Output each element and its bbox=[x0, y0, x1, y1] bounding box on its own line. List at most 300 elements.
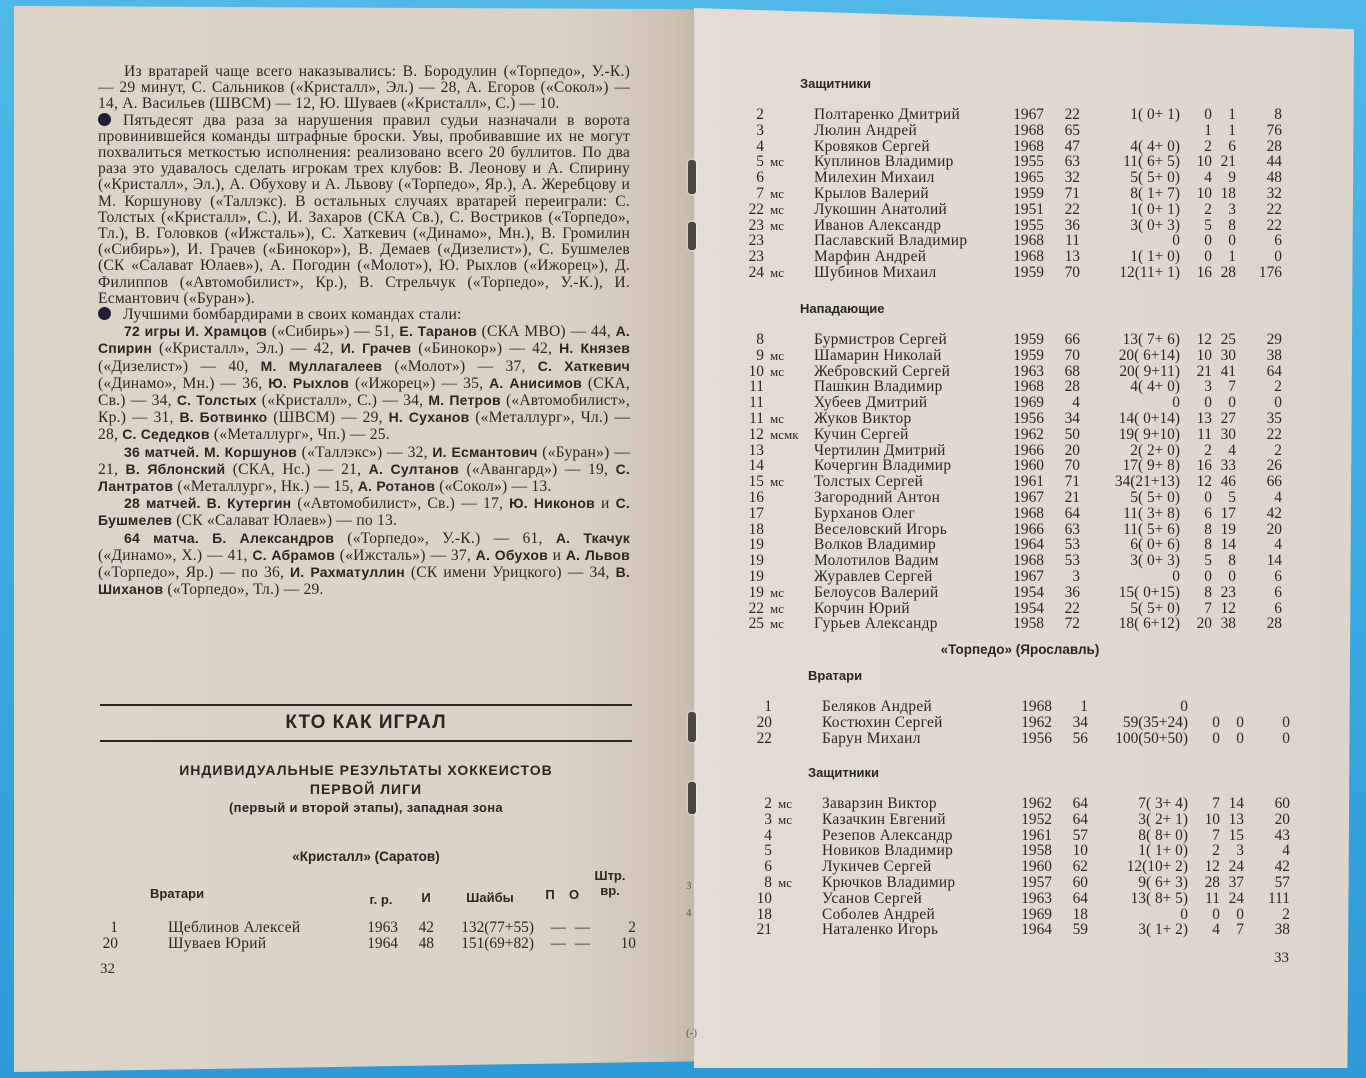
player-title: мс bbox=[778, 811, 792, 827]
goals-against: 100(50+50) bbox=[1115, 729, 1188, 747]
plus-value: 28 bbox=[1204, 873, 1220, 891]
games-played: 53 bbox=[1064, 552, 1080, 570]
birth-year: 1956 bbox=[1013, 409, 1044, 427]
minus-value: 17 bbox=[1220, 504, 1236, 522]
table-row bbox=[738, 107, 1282, 123]
player-number: 17 bbox=[748, 504, 764, 522]
goals-against: 1( 0+ 1) bbox=[1130, 200, 1180, 218]
table-row bbox=[738, 249, 1282, 265]
goals-against: 17( 9+ 8) bbox=[1122, 457, 1180, 475]
games-played: 68 bbox=[1064, 362, 1080, 380]
plus-value: 2 bbox=[1204, 200, 1212, 218]
table-row bbox=[738, 601, 1282, 617]
player-number: 16 bbox=[748, 488, 764, 506]
player-name-bold: С. Седедков bbox=[122, 426, 210, 443]
player-name: Паславский Владимир bbox=[814, 232, 968, 250]
penalty-minutes: 64 bbox=[1266, 362, 1282, 380]
plus-value: 12 bbox=[1196, 331, 1212, 348]
penalty-minutes: 111 bbox=[1268, 889, 1290, 907]
player-name: Резепов Александр bbox=[822, 826, 953, 844]
table-row bbox=[738, 233, 1282, 249]
penalty-minutes: 2 bbox=[1274, 378, 1282, 396]
player-name: Крылов Валерий bbox=[814, 184, 929, 202]
staple-bottom bbox=[688, 782, 696, 814]
player-name-bold: С. Абрамов bbox=[252, 546, 336, 563]
table-row bbox=[738, 265, 1282, 281]
birth-year: 1956 bbox=[1021, 729, 1052, 747]
penalty-minutes: 0 bbox=[1282, 729, 1290, 747]
penalty-minutes: 6 bbox=[1274, 599, 1282, 617]
penalty-minutes: 26 bbox=[1266, 457, 1282, 475]
table-row bbox=[738, 443, 1282, 459]
birth-year: 1960 bbox=[1013, 457, 1044, 475]
player-number: 11 bbox=[749, 394, 764, 412]
games-played: 50 bbox=[1064, 425, 1080, 443]
table-row bbox=[746, 907, 1290, 923]
player-name-bold: М. Петров bbox=[428, 392, 501, 409]
player-name: Заварзин Виктор bbox=[822, 795, 937, 812]
plus-value: 12 bbox=[1204, 858, 1220, 876]
table-row bbox=[738, 139, 1282, 155]
player-title bbox=[772, 922, 822, 938]
player-name-bold: В. Яблонский bbox=[125, 460, 226, 477]
penalty-minutes: 4 bbox=[1274, 536, 1282, 554]
penalty-minutes: 176 bbox=[1258, 263, 1282, 281]
games-played: 22 bbox=[1064, 599, 1080, 617]
text-run: Из вратарей чаще всего наказывались: В. Бородулин («Торпедо», У.-К.) — 29 минут, С. Сальников («Кристалл», Эл.) — 28, А. Егоров («Сокол») — 14, А. Васильев (ШВСМ) — 12, Ю. Шуваев («Кристалл», С.) — 10. bbox=[98, 63, 630, 113]
goals-against: 59(35+24) bbox=[1122, 713, 1188, 731]
gutter-mark-2: 4 bbox=[686, 907, 692, 919]
penalty-minutes: 2 bbox=[1282, 905, 1290, 923]
birth-year: 1959 bbox=[1013, 184, 1044, 202]
games-played: 71 bbox=[1064, 473, 1080, 491]
player-name-bold: Ю. Рыхлов bbox=[268, 374, 350, 391]
player-title bbox=[764, 123, 814, 139]
player-name: Барун Михаил bbox=[822, 729, 921, 747]
text-run: («Молот») — 37, bbox=[382, 357, 538, 375]
goals-against: 3( 0+ 3) bbox=[1130, 216, 1180, 234]
player-title: мс bbox=[778, 874, 792, 890]
text-run: («Автомобилист», Кр.) — 31, bbox=[98, 392, 630, 427]
article-text bbox=[98, 64, 630, 599]
goals-against: 11( 5+ 6) bbox=[1123, 520, 1180, 538]
goals-against: 14( 0+14) bbox=[1118, 409, 1180, 427]
player-name: Пашкин Владимир bbox=[814, 378, 943, 396]
player-number: 2 bbox=[756, 106, 764, 123]
plus-value: 0 bbox=[1204, 567, 1212, 585]
player-title: мс bbox=[770, 616, 784, 632]
penalty-minutes: 14 bbox=[1266, 552, 1282, 570]
player-number: 10 bbox=[756, 889, 772, 907]
subtitle-line3: (первый и второй этапы), западная зона bbox=[229, 800, 503, 815]
article-paragraph bbox=[98, 64, 630, 113]
goals-against: 13( 8+ 5) bbox=[1130, 889, 1188, 907]
birth-year: 1968 bbox=[1013, 504, 1044, 522]
table-row bbox=[738, 154, 1282, 170]
player-name-bold: М. Муллагалеев bbox=[260, 357, 383, 374]
plus-value: 0 bbox=[1204, 232, 1212, 250]
plus-value: 5 bbox=[1204, 552, 1212, 570]
player-name-bold: А. Спирин bbox=[98, 323, 630, 357]
text-run: («Бинокор») — 42, bbox=[411, 340, 560, 358]
plus-value: 13 bbox=[1196, 409, 1212, 427]
games-played: 13 bbox=[1064, 248, 1080, 266]
player-title bbox=[772, 859, 822, 875]
games-played: 70 bbox=[1064, 457, 1080, 475]
player-title: мс bbox=[770, 347, 784, 363]
bullet-icon bbox=[98, 307, 111, 320]
player-title bbox=[764, 395, 814, 411]
games-played: 63 bbox=[1064, 153, 1080, 171]
player-number: 18 bbox=[756, 905, 772, 923]
player-name: Крючков Владимир bbox=[822, 873, 956, 891]
plus-value: 20 bbox=[1196, 615, 1212, 633]
col-pim-line2: вр. bbox=[600, 883, 620, 898]
penalty-minutes: 57 bbox=[1274, 873, 1290, 891]
text-run: («Буран») — 21, bbox=[98, 443, 630, 478]
plus-value: 16 bbox=[1196, 263, 1212, 281]
article-paragraph bbox=[98, 307, 630, 323]
birth-year: 1960 bbox=[1021, 858, 1052, 876]
minus-value: 28 bbox=[1220, 263, 1236, 281]
player-name: Шамарин Николай bbox=[814, 346, 942, 364]
player-name: Куплинов Владимир bbox=[814, 153, 954, 171]
player-number: 10 bbox=[748, 362, 764, 380]
player-number: 20 bbox=[102, 934, 118, 952]
player-number: 25 bbox=[748, 615, 764, 633]
player-number: 23 bbox=[748, 216, 764, 234]
minus-value: 14 bbox=[1228, 795, 1244, 812]
goals-against: 3( 1+ 2) bbox=[1138, 921, 1188, 939]
penalty-minutes: 44 bbox=[1266, 153, 1282, 171]
goals-against: 5( 5+ 0) bbox=[1130, 488, 1180, 506]
player-number: 19 bbox=[748, 552, 764, 570]
player-title bbox=[764, 139, 814, 155]
penalty-minutes: 4 bbox=[1274, 488, 1282, 506]
player-name-bold: 64 матча. Б. Александров bbox=[124, 529, 335, 546]
player-number: 15 bbox=[748, 473, 764, 491]
games-played: 62 bbox=[1072, 858, 1088, 876]
player-name-bold: И. Рахматуллин bbox=[290, 564, 405, 581]
article-paragraph bbox=[98, 495, 630, 529]
penalty-minutes: 0 bbox=[1274, 248, 1282, 266]
plus-value: 0 bbox=[1212, 713, 1220, 731]
player-number: 19 bbox=[748, 567, 764, 585]
player-name: Белоусов Валерий bbox=[814, 583, 939, 601]
goals-against: 5( 5+ 0) bbox=[1130, 169, 1180, 187]
player-number: 22 bbox=[748, 599, 764, 617]
text-run: Лучшими бомбардирами в своих командах стали: bbox=[123, 306, 462, 324]
kristall-goalies-table bbox=[92, 920, 636, 952]
bullet-icon bbox=[98, 113, 111, 126]
player-name: Гурьев Александр bbox=[814, 615, 938, 633]
article-paragraph bbox=[98, 444, 630, 496]
minus-value: 27 bbox=[1220, 409, 1236, 427]
minus-value: 1 bbox=[1228, 106, 1236, 123]
table-row bbox=[746, 796, 1290, 812]
minus-value: 46 bbox=[1220, 473, 1236, 491]
penalty-minutes: 2 bbox=[1274, 441, 1282, 459]
penalty-minutes: 28 bbox=[1266, 615, 1282, 633]
player-number: 19 bbox=[748, 583, 764, 601]
penalty-minutes: 4 bbox=[1282, 842, 1290, 860]
team-title-kristall: «Кристалл» (Саратов) bbox=[292, 849, 440, 864]
text-run: (СКА, Нс.) — 21, bbox=[225, 460, 369, 478]
text-run: («Кристалл», С.) — 34, bbox=[256, 392, 429, 410]
penalty-minutes: 22 bbox=[1266, 425, 1282, 443]
player-number: 14 bbox=[748, 457, 764, 475]
torpedo-defenders-label: Защитники bbox=[808, 765, 880, 780]
table-row bbox=[746, 731, 1290, 747]
plus-value: 1 bbox=[1204, 121, 1212, 139]
plus-value: 7 bbox=[1212, 795, 1220, 812]
player-name: Бурмистров Сергей bbox=[814, 331, 948, 348]
col-plus: П bbox=[545, 887, 555, 902]
col-pim bbox=[588, 868, 632, 898]
col-pim-line1: Штр. bbox=[594, 868, 626, 883]
player-name: Усанов Сергей bbox=[822, 889, 923, 907]
goals-against: 1( 1+ 0) bbox=[1130, 248, 1180, 266]
player-title bbox=[772, 699, 822, 715]
text-run: («Металлург», Чп.) — 25. bbox=[209, 426, 390, 444]
minus-value: 21 bbox=[1220, 153, 1236, 171]
player-title bbox=[764, 233, 814, 249]
plus-value: 2 bbox=[1212, 842, 1220, 860]
player-title bbox=[772, 715, 822, 731]
games-played: 64 bbox=[1064, 504, 1080, 522]
table-row bbox=[738, 411, 1282, 427]
games-played: 34 bbox=[1064, 409, 1080, 427]
player-title bbox=[764, 537, 814, 553]
player-name-bold: С. Хаткевич bbox=[537, 357, 630, 374]
table-row bbox=[738, 522, 1282, 538]
birth-year: 1962 bbox=[1021, 795, 1052, 812]
table-row bbox=[738, 458, 1282, 474]
section-rule-bottom bbox=[100, 740, 632, 742]
col-minus: О bbox=[568, 887, 580, 902]
player-title bbox=[764, 107, 814, 123]
player-number: 6 bbox=[756, 169, 764, 187]
plus-value: 5 bbox=[1204, 216, 1212, 234]
penalty-minutes: 29 bbox=[1266, 331, 1282, 348]
games-played: 28 bbox=[1064, 378, 1080, 396]
player-name: Беляков Андрей bbox=[822, 698, 933, 715]
birth-year: 1968 bbox=[1013, 552, 1044, 570]
goals-against: 12(11+ 1) bbox=[1119, 263, 1180, 281]
birth-year: 1962 bbox=[1013, 425, 1044, 443]
player-title bbox=[764, 506, 814, 522]
team-title-torpedo: «Торпедо» (Ярославль) bbox=[940, 642, 1100, 657]
defenders-label: Защитники bbox=[800, 76, 872, 91]
birth-year: 1959 bbox=[1013, 346, 1044, 364]
player-name: Кучин Сергей bbox=[814, 425, 909, 443]
player-title: мс bbox=[770, 410, 784, 426]
player-name-bold: С. Бушмелев bbox=[98, 495, 631, 529]
text-run: («Дизелист») — 40, bbox=[98, 357, 261, 375]
player-title bbox=[764, 170, 814, 186]
text-run: («Таллэкс») — 32, bbox=[296, 443, 433, 461]
table-row bbox=[738, 474, 1282, 490]
birth-year: 1968 bbox=[1021, 698, 1052, 715]
minus-value: 12 bbox=[1220, 599, 1236, 617]
player-title bbox=[764, 443, 814, 459]
minus-value: 38 bbox=[1220, 615, 1236, 633]
goals-against: 0 bbox=[1172, 567, 1180, 585]
birth-year: 1969 bbox=[1013, 394, 1044, 412]
goals-against: 151(69+82) bbox=[461, 934, 534, 952]
player-name: Лукошин Анатолий bbox=[814, 200, 948, 218]
player-name-bold: С. Толстых bbox=[176, 392, 257, 409]
player-name-bold: А. Ткачук bbox=[555, 529, 631, 546]
minus-value: 9 bbox=[1228, 169, 1236, 187]
goals-against: 15( 0+15) bbox=[1118, 583, 1180, 601]
minus-value: 0 bbox=[1228, 394, 1236, 412]
gutter-mark-1: 3 bbox=[686, 880, 692, 892]
player-number: 21 bbox=[756, 921, 772, 939]
subtitle-line2: ПЕРВОЙ ЛИГИ bbox=[309, 781, 423, 797]
penalty-minutes: 6 bbox=[1274, 567, 1282, 585]
goals-against: 8( 1+ 7) bbox=[1130, 184, 1180, 202]
player-name: Хубеев Дмитрий bbox=[814, 394, 928, 412]
player-name: Марфин Андрей bbox=[814, 248, 927, 266]
goals-against: 12(10+ 2) bbox=[1126, 858, 1188, 876]
games-played: 60 bbox=[1072, 873, 1088, 891]
article-paragraph bbox=[98, 113, 630, 307]
minus-value: — bbox=[574, 934, 590, 952]
minus-value: 7 bbox=[1228, 378, 1236, 396]
goals-against: 132(77+55) bbox=[461, 919, 534, 936]
minus-value: 33 bbox=[1220, 457, 1236, 475]
player-title: мс bbox=[770, 584, 784, 600]
minus-value: 0 bbox=[1228, 567, 1236, 585]
goals-against: 0 bbox=[1172, 394, 1180, 412]
player-name: Наталенко Игорь bbox=[822, 921, 939, 939]
games-played: 48 bbox=[418, 934, 434, 952]
table-row bbox=[738, 490, 1282, 506]
player-number: 1 bbox=[110, 919, 118, 936]
text-run: («Ижорец») — 35, bbox=[349, 374, 490, 392]
birth-year: 1963 bbox=[367, 919, 398, 936]
goals-against: 9( 6+ 3) bbox=[1138, 873, 1188, 891]
player-number: 9 bbox=[756, 346, 764, 364]
text-run: («Торпедо», У.-К.) — 61, bbox=[334, 529, 556, 547]
table-row bbox=[738, 218, 1282, 234]
player-name-bold: И. Есмантович bbox=[432, 443, 538, 460]
table-row bbox=[738, 379, 1282, 395]
plus-value: 4 bbox=[1204, 169, 1212, 187]
goals-against: 18( 6+12) bbox=[1118, 615, 1180, 633]
player-name: Шубинов Михаил bbox=[814, 263, 937, 281]
minus-value: 1 bbox=[1228, 121, 1236, 139]
player-name-bold: Ю. Никонов bbox=[509, 495, 595, 512]
plus-value: 11 bbox=[1197, 425, 1212, 443]
plus-value: 2 bbox=[1204, 441, 1212, 459]
goals-against: 6( 0+ 6) bbox=[1130, 536, 1180, 554]
player-title: мс bbox=[770, 363, 784, 379]
player-name-bold: Е. Таранов bbox=[399, 323, 477, 340]
table-row bbox=[746, 812, 1290, 828]
section-rule-top bbox=[100, 704, 632, 706]
penalty-minutes: 22 bbox=[1266, 200, 1282, 218]
minus-value: 24 bbox=[1228, 889, 1244, 907]
plus-value: 0 bbox=[1204, 488, 1212, 506]
table-row bbox=[738, 364, 1282, 380]
games-played: 36 bbox=[1064, 583, 1080, 601]
plus-value: 8 bbox=[1204, 536, 1212, 554]
penalty-minutes: 32 bbox=[1266, 184, 1282, 202]
player-title: мс bbox=[770, 154, 784, 170]
minus-value bbox=[1220, 699, 1244, 715]
goalies-label: Вратари bbox=[150, 886, 205, 901]
birth-year: 1965 bbox=[1013, 169, 1044, 187]
player-title: мс bbox=[770, 264, 784, 280]
table-row bbox=[738, 616, 1282, 632]
penalty-minutes: 10 bbox=[620, 934, 636, 952]
player-name: Жуков Виктор bbox=[814, 409, 912, 427]
text-run: («Торпедо», Яр.) — по 36, bbox=[98, 564, 291, 582]
birth-year: 1954 bbox=[1013, 599, 1044, 617]
penalty-minutes: 35 bbox=[1266, 409, 1282, 427]
player-title: мс bbox=[770, 185, 784, 201]
player-title bbox=[772, 828, 822, 844]
player-number: 24 bbox=[748, 263, 764, 281]
games-played: 71 bbox=[1064, 184, 1080, 202]
games-played: 3 bbox=[1072, 567, 1080, 585]
player-number: 20 bbox=[756, 713, 772, 731]
player-name-bold: Н. Суханов bbox=[388, 409, 470, 426]
player-title: мс bbox=[778, 796, 792, 811]
games-played: 42 bbox=[418, 919, 434, 936]
penalty-minutes: 42 bbox=[1274, 858, 1290, 876]
player-title bbox=[764, 522, 814, 538]
minus-value: 8 bbox=[1228, 552, 1236, 570]
table-row bbox=[746, 699, 1290, 715]
player-name: Журавлев Сергей bbox=[814, 567, 933, 585]
player-number: 3 bbox=[756, 121, 764, 139]
player-name: Милехин Михаил bbox=[814, 169, 935, 187]
text-run: Пятьдесят два раза за нарушения правил судьи назначали в ворота провинившейся команды штрафные броски. Увы, пробивавшие их не могут похвалиться меткостью исполнения: реализовано всего 20 буллитов. По два раза это удавалось сделать игрокам трех клубов: В. Леонову и А. Спирину («Кристалл», Эл.), А. Обухову и А. Львову («Торпедо», Яр.), А. Жеребцову и М. Коршунову («Таллэкс). В остальных случаях вратарей переиграли: С. Толстых («Кристалл», С.), И. Захаров (СКА Св.), С. Востриков («Торпедо», Тл.), В. Головков («Ижсталь»), С. Хаткевич («Динамо», Мн.), В. Громилин («Сибирь»), И. Грачев («Бинокор»), В. Демаев («Дизелист»), С. Бушмелев (СК «Салават Юлаев»), А. Погодин («Молот»), Ю. Рыхлов («Ижорец»), Д. Филиппов («Автомобилист», Кр.), В. Стрельчук («Торпедо», У.-К.), И. Есмантович («Буран»). bbox=[98, 111, 630, 307]
player-name-bold: В. Шиханов bbox=[98, 564, 630, 598]
minus-value: 23 bbox=[1220, 583, 1236, 601]
player-name: Иванов Александр bbox=[814, 216, 942, 234]
player-name-bold: 72 игры И. Храмцов bbox=[124, 323, 268, 340]
goals-against: 19( 9+10) bbox=[1118, 425, 1180, 443]
birth-year: 1961 bbox=[1021, 826, 1052, 844]
player-name: Люлин Андрей bbox=[814, 121, 918, 139]
player-number: 8 bbox=[756, 331, 764, 348]
player-name-bold: С. Лантратов bbox=[98, 460, 630, 495]
player-name: Веселовский Игорь bbox=[814, 520, 948, 538]
minus-value: 0 bbox=[1236, 713, 1244, 731]
minus-value: 0 bbox=[1228, 232, 1236, 250]
penalty-minutes: 22 bbox=[1266, 216, 1282, 234]
games-played: 65 bbox=[1064, 121, 1080, 139]
goals-against: 4( 4+ 0) bbox=[1130, 378, 1180, 396]
table-row bbox=[738, 348, 1282, 364]
player-name-bold: В. Ботвинко bbox=[179, 409, 268, 426]
table-row bbox=[738, 202, 1282, 218]
birth-year: 1955 bbox=[1013, 153, 1044, 171]
goals-against: 4( 4+ 0) bbox=[1130, 137, 1180, 155]
player-name-bold: А. Обухов bbox=[475, 546, 548, 563]
minus-value: 41 bbox=[1220, 362, 1236, 380]
games-played: 64 bbox=[1072, 795, 1088, 812]
minus-value: 1 bbox=[1228, 248, 1236, 266]
text-run: («Металлург», Нк.) — 15, bbox=[173, 478, 358, 496]
games-played: 64 bbox=[1072, 810, 1088, 828]
player-title bbox=[764, 458, 814, 474]
plus-value: 0 bbox=[1204, 106, 1212, 123]
